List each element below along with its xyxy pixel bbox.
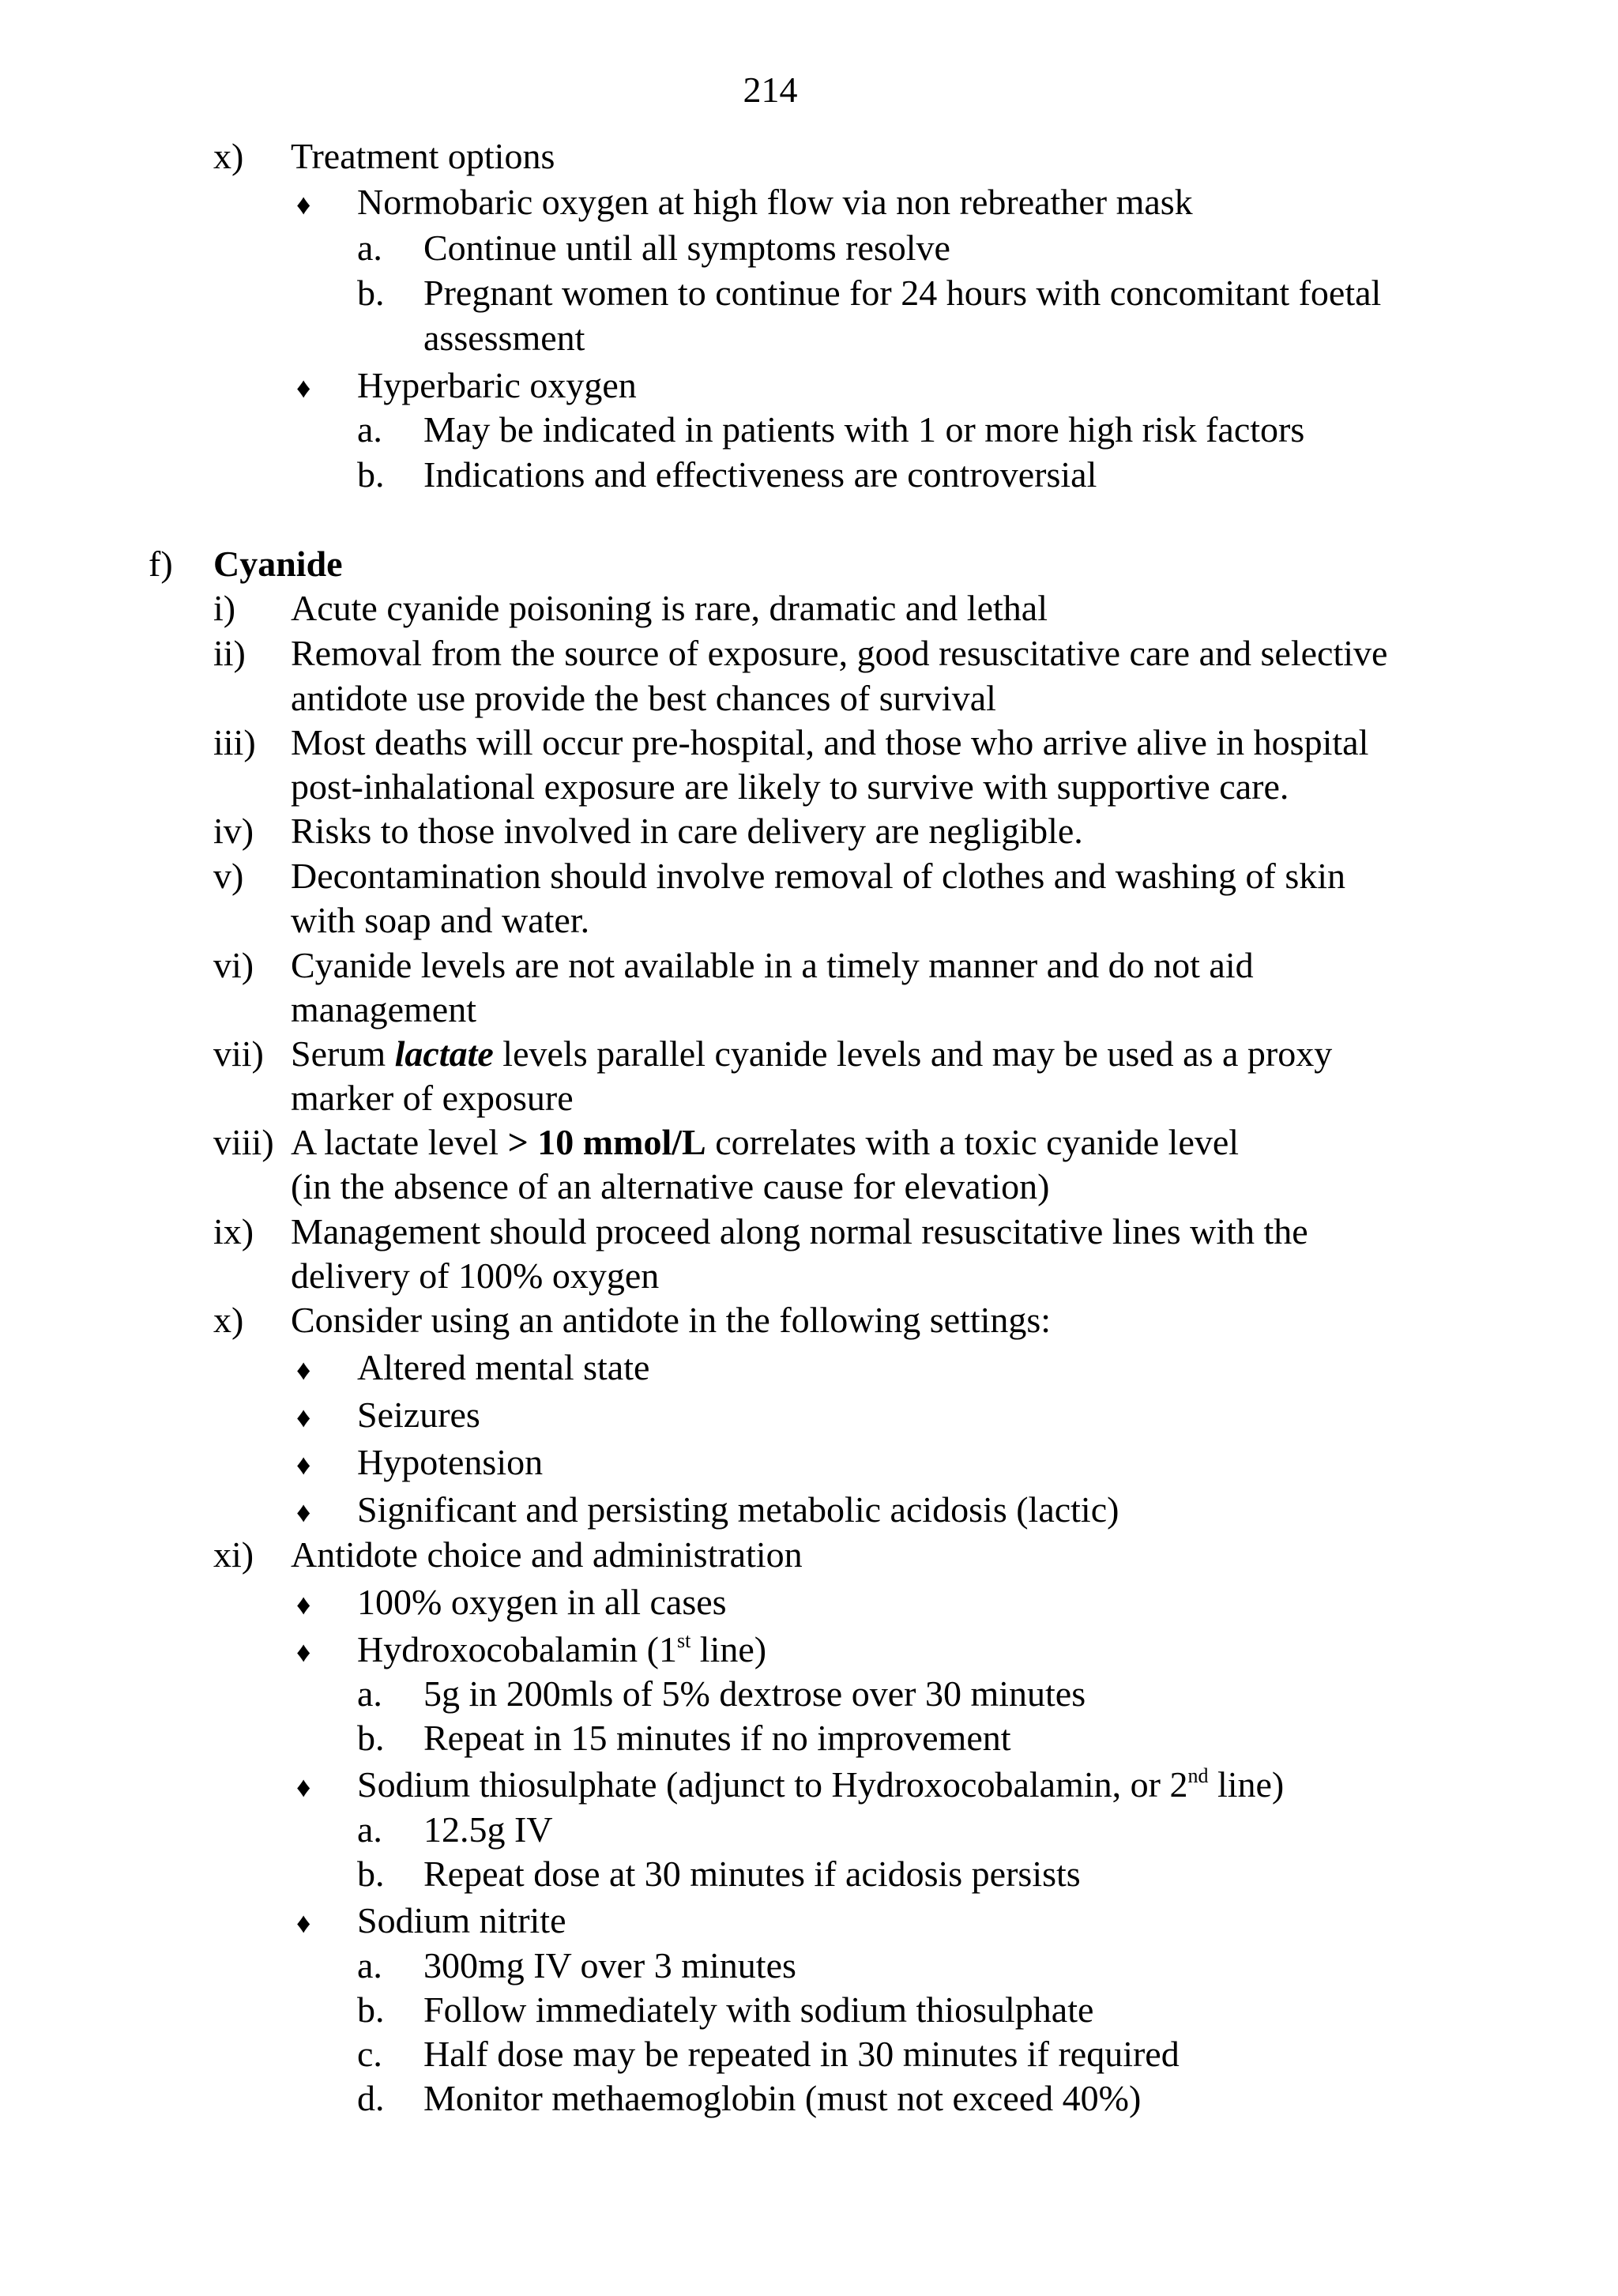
sub-marker: b. — [357, 1718, 385, 1758]
section-marker: f) — [149, 544, 173, 584]
page-number: 214 — [743, 70, 798, 110]
sub-text: May be indicated in patients with 1 or more high risk factors — [423, 409, 1305, 450]
sub-text: 300mg IV over 3 minutes — [423, 1945, 796, 1985]
item-text: Treatment options — [291, 136, 555, 176]
bullet-diamond-icon: ♦ — [296, 1354, 311, 1386]
item-text: Risks to those involved in care delivery are negligible. — [291, 811, 1083, 851]
superscript: nd — [1187, 1764, 1209, 1787]
bullet-text: Hypotension — [357, 1442, 544, 1482]
item-marker: xi) — [213, 1534, 254, 1575]
sub-marker: c. — [357, 2034, 382, 2074]
bullet-text: Hyperbaric oxygen — [357, 365, 637, 405]
item-text — [291, 1120, 1239, 1165]
item-marker: iv) — [213, 811, 254, 851]
sub-marker: a. — [357, 1945, 382, 1985]
item-marker: x) — [213, 1300, 244, 1340]
section-title: Cyanide — [213, 544, 343, 584]
bullet-text: 100% oxygen in all cases — [357, 1582, 727, 1622]
bullet-diamond-icon: ♦ — [296, 1449, 311, 1481]
item-text: Most deaths will occur pre-hospital, and those who arrive alive in hospital — [291, 722, 1369, 762]
item-text: Removal from the source of exposure, good resuscitative care and selective — [291, 633, 1388, 673]
sub-text: assessment — [423, 318, 585, 358]
sub-text: Continue until all symptoms resolve — [423, 228, 950, 268]
text-run: line) — [1208, 1764, 1285, 1805]
bullet-diamond-icon: ♦ — [296, 1636, 311, 1668]
sub-marker: a. — [357, 228, 382, 268]
item-marker: ix) — [213, 1211, 254, 1252]
text-run: line) — [690, 1629, 767, 1669]
emphasis-lactate: lactate — [394, 1033, 494, 1074]
sub-text: Repeat dose at 30 minutes if acidosis persists — [423, 1854, 1081, 1894]
item-marker: viii) — [213, 1122, 274, 1162]
bullet-text — [357, 1628, 766, 1672]
bullet-text — [357, 1763, 1284, 1807]
sub-marker: b. — [357, 1989, 385, 2030]
bullet-diamond-icon: ♦ — [296, 189, 311, 220]
item-text — [291, 1032, 1332, 1076]
item-marker: v) — [213, 856, 244, 896]
bullet-diamond-icon: ♦ — [296, 1402, 311, 1433]
sub-text: Half dose may be repeated in 30 minutes if required — [423, 2034, 1180, 2074]
item-text: Cyanide levels are not available in a timely manner and do not aid — [291, 945, 1254, 985]
item-text: (in the absence of an alternative cause for elevation) — [291, 1166, 1050, 1206]
sub-marker: b. — [357, 273, 385, 313]
bullet-text: Seizures — [357, 1395, 480, 1435]
sub-text: Monitor methaemoglobin (must not exceed 40%) — [423, 2078, 1142, 2118]
sub-marker: a. — [357, 1809, 382, 1850]
text-run: Hydroxocobalamin (1 — [357, 1629, 677, 1669]
superscript: st — [676, 1629, 691, 1652]
bullet-text: Normobaric oxygen at high flow via non rebreather mask — [357, 182, 1193, 222]
text-run: correlates with a toxic cyanide level — [706, 1122, 1240, 1162]
item-marker: x) — [213, 136, 244, 176]
sub-text: Indications and effectiveness are controversial — [423, 454, 1097, 495]
bullet-text: Significant and persisting metabolic acidosis (lactic) — [357, 1489, 1119, 1530]
text-run: Sodium thiosulphate (adjunct to Hydroxocobalamin, or 2 — [357, 1764, 1188, 1805]
item-text: Acute cyanide poisoning is rare, dramatic and lethal — [291, 588, 1048, 628]
sub-text: Repeat in 15 minutes if no improvement — [423, 1718, 1011, 1758]
sub-marker: b. — [357, 1854, 385, 1894]
sub-marker: a. — [357, 409, 382, 450]
item-text: management — [291, 989, 477, 1029]
item-marker: i) — [213, 588, 236, 628]
item-text: with soap and water. — [291, 900, 590, 940]
bullet-diamond-icon: ♦ — [296, 372, 311, 404]
sub-text: Pregnant women to continue for 24 hours with concomitant foetal — [423, 273, 1382, 313]
item-text: delivery of 100% oxygen — [291, 1255, 660, 1296]
item-marker: iii) — [213, 722, 256, 762]
item-marker: vi) — [213, 945, 254, 985]
item-text: Consider using an antidote in the following settings: — [291, 1300, 1052, 1340]
item-marker: vii) — [213, 1033, 264, 1074]
item-text: Decontamination should involve removal of clothes and washing of skin — [291, 856, 1346, 896]
bullet-diamond-icon: ♦ — [296, 1771, 311, 1803]
item-text: post-inhalational exposure are likely to survive with supportive care. — [291, 766, 1289, 807]
sub-text: 5g in 200mls of 5% dextrose over 30 minutes — [423, 1673, 1086, 1714]
sub-marker: b. — [357, 454, 385, 495]
item-text: marker of exposure — [291, 1078, 574, 1118]
sub-text: Follow immediately with sodium thiosulphate — [423, 1989, 1094, 2030]
item-text: Antidote choice and administration — [291, 1534, 803, 1575]
bullet-text: Altered mental state — [357, 1347, 650, 1387]
item-text: antidote use provide the best chances of survival — [291, 678, 996, 718]
bullet-diamond-icon: ♦ — [296, 1907, 311, 1939]
emphasis-threshold: > 10 mmol/L — [507, 1122, 706, 1162]
bullet-diamond-icon: ♦ — [296, 1496, 311, 1528]
sub-marker: d. — [357, 2078, 385, 2118]
text-run: Serum — [291, 1033, 395, 1074]
item-marker: ii) — [213, 633, 246, 673]
sub-text: 12.5g IV — [423, 1809, 553, 1850]
item-text: Management should proceed along normal resuscitative lines with the — [291, 1211, 1308, 1252]
text-run: A lactate level — [291, 1122, 508, 1162]
bullet-diamond-icon: ♦ — [296, 1589, 311, 1620]
sub-marker: a. — [357, 1673, 382, 1714]
text-run: levels parallel cyanide levels and may be used as a proxy — [493, 1033, 1333, 1074]
bullet-text: Sodium nitrite — [357, 1900, 566, 1940]
